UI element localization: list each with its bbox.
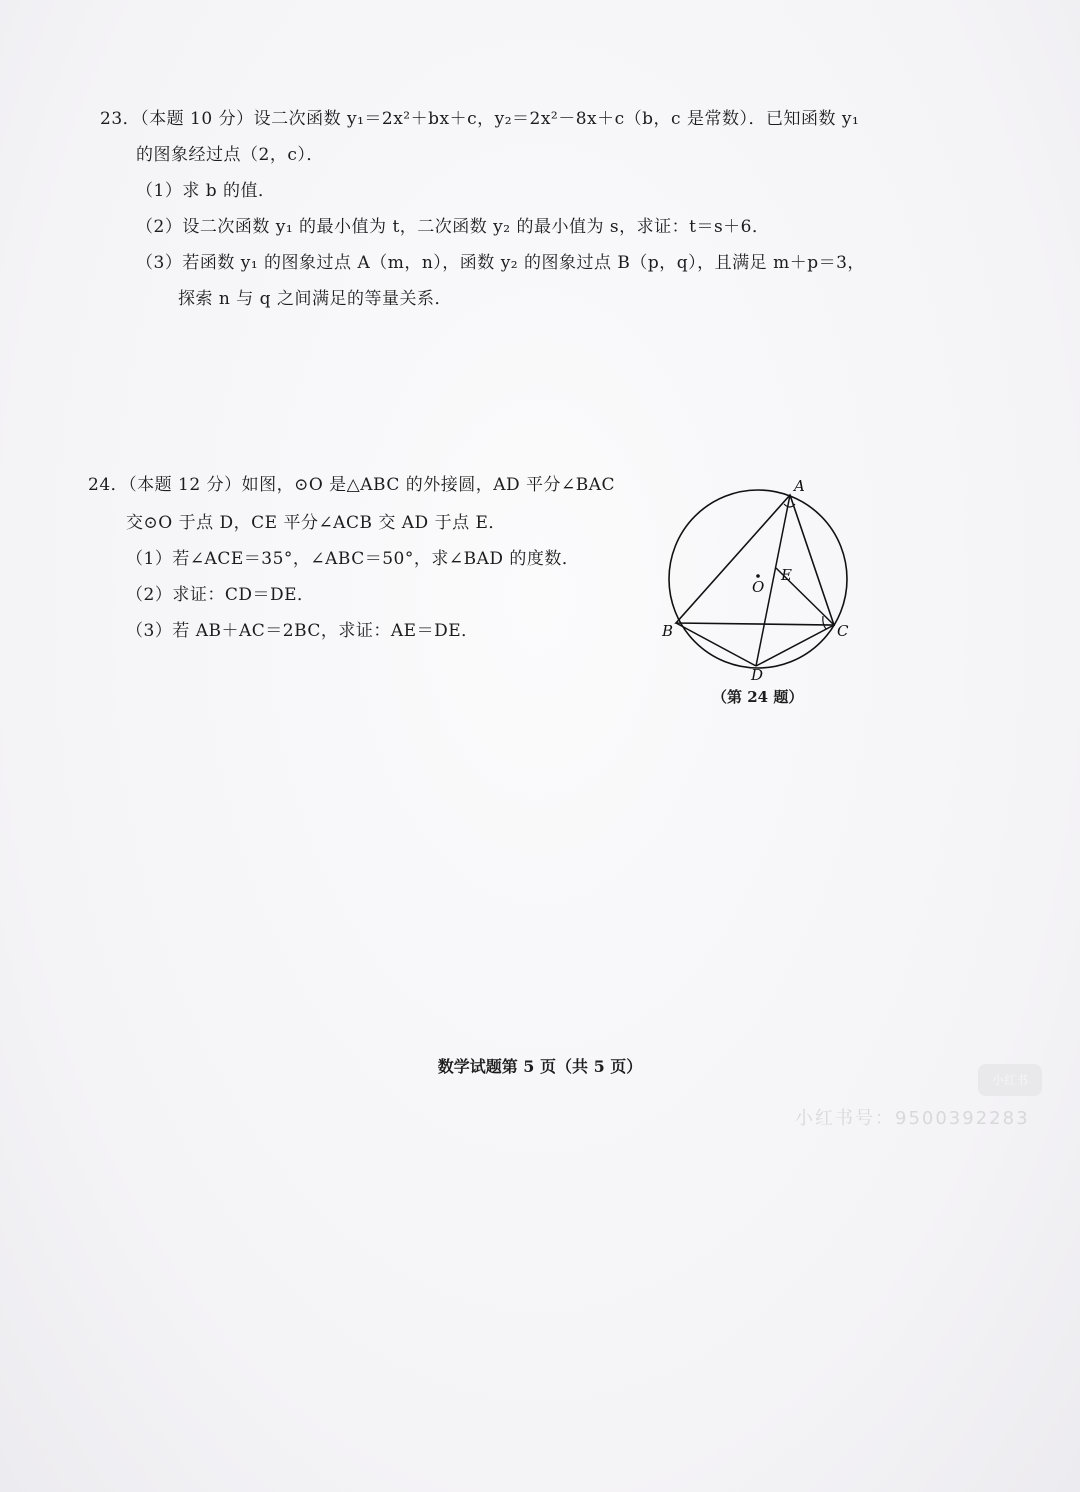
label-e: E — [781, 566, 792, 584]
page-footer: 数学试题第 5 页（共 5 页） — [437, 1057, 643, 1076]
q23-part3-continued: 探索 n 与 q 之间满足的等量关系． — [178, 289, 452, 309]
q23-part2: （2）设二次函数 y₁ 的最小值为 t，二次函数 y₂ 的最小值为 s，求证：t＝s＋6． — [136, 217, 770, 237]
label-o: O — [752, 578, 765, 596]
figure-caption: （第 24 题） — [712, 688, 804, 706]
q24-header: 24．（本题 12 分）如图，⊙O 是△ABC 的外接圆，AD 平分∠BAC — [88, 475, 616, 495]
watermark-text: 小红书号：9500392283 — [795, 1108, 1030, 1129]
segment-bd — [676, 623, 756, 666]
q24-part1: （1）若∠ACE＝35°，∠ABC＝50°，求∠BAD 的度数． — [126, 549, 580, 569]
label-c: C — [837, 622, 849, 640]
q24-geometry-figure — [660, 474, 860, 714]
angle-mark-c — [823, 616, 826, 629]
label-d: D — [751, 666, 764, 684]
label-b: B — [662, 622, 674, 640]
q24-part2: （2）求证：CD＝DE． — [126, 585, 315, 605]
q23-header: 23．（本题 10 分）设二次函数 y₁＝2x²＋bx＋c，y₂＝2x²－8x＋c（b，c 是常数）．已知函数 y₁ — [100, 109, 860, 129]
triangle-abc — [676, 495, 834, 625]
q24-header-continued: 交⊙O 于点 D，CE 平分∠ACB 交 AD 于点 E． — [126, 513, 506, 533]
q23-part1: （1）求 b 的值． — [136, 181, 276, 201]
label-a: A — [794, 477, 805, 495]
q23-header-continued: 的图象经过点（2，c）． — [136, 145, 324, 165]
q24-part3: （3）若 AB＋AC＝2BC，求证：AE＝DE． — [126, 621, 479, 641]
q23-part3: （3）若函数 y₁ 的图象过点 A（m，n），函数 y₂ 的图象过点 B（p，q），且满足 m＋p＝3， — [136, 253, 865, 273]
watermark-badge: 小红书 — [978, 1064, 1042, 1096]
